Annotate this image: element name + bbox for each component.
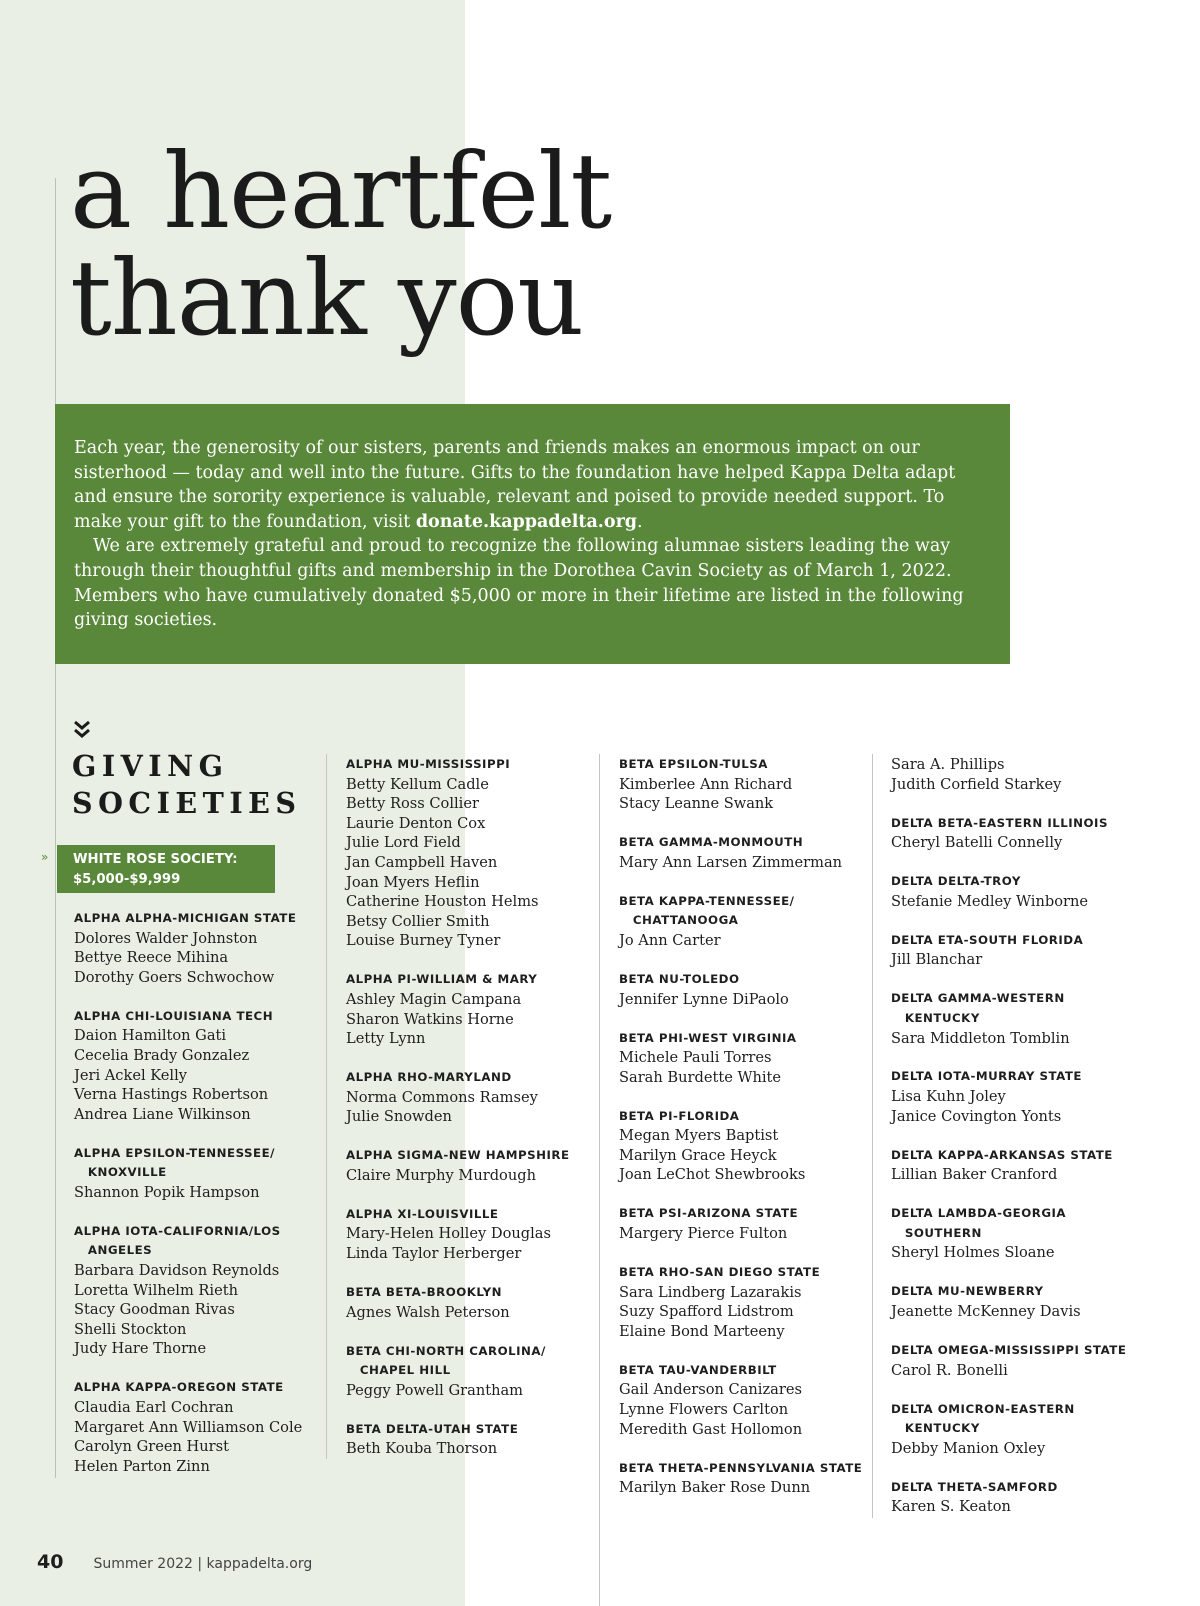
chapter-group	[619, 755, 869, 814]
donor-name: Mary-Helen Holley Douglas	[346, 1225, 551, 1243]
donor-name: Sharon Watkins Horne	[346, 1010, 514, 1028]
chapter-heading: BETA EPSILON-TULSA	[619, 757, 768, 771]
donor-name: Bettye Reece Mihina	[74, 949, 229, 967]
chapter-heading: DELTA GAMMA-WESTERN KENTUCKY	[891, 991, 1065, 1025]
column-divider	[599, 754, 600, 1606]
chapter-heading: BETA GAMMA-MONMOUTH	[619, 835, 804, 850]
chapter-group	[346, 1205, 596, 1264]
donor-name: Jeanette McKenney Davis	[891, 1303, 1081, 1320]
donor-name: Jill Blanchar	[891, 951, 983, 969]
donor-name: Marilyn Baker Rose Dunn	[619, 1479, 811, 1497]
donor-name: Shelli Stockton	[74, 1320, 187, 1338]
page-footer	[37, 1551, 312, 1573]
chapter-heading: DELTA MU-NEWBERRY	[891, 1284, 1044, 1299]
donor-name: Carol R. Bonelli	[891, 1361, 1008, 1379]
chapter-group	[619, 1459, 869, 1498]
donor-name: Verna Hastings Robertson	[74, 1086, 269, 1104]
chapter-heading: ALPHA KAPPA-OREGON STATE	[74, 1380, 284, 1395]
donor-name: Stacy Goodman Rivas	[74, 1301, 235, 1319]
page-number: 40	[37, 1551, 64, 1573]
donor-name: Laurie Denton Cox	[346, 814, 486, 832]
donor-name: Judy Hare Thorne	[74, 1340, 207, 1358]
chapter-group	[619, 1263, 869, 1341]
chapter-heading: BETA PSI-ARIZONA STATE	[619, 1206, 799, 1221]
vertical-rule	[55, 178, 56, 1478]
donor-column-2	[346, 755, 596, 1478]
donor-name: Joan LeChot Shewbrooks	[619, 1166, 806, 1184]
chapter-group	[619, 1029, 869, 1088]
donor-name: Karen S. Keaton	[891, 1498, 1011, 1516]
donor-name: Barbara Davidson Reynolds	[74, 1262, 280, 1280]
chapter-group	[619, 833, 869, 872]
chapter-group	[74, 1378, 324, 1476]
donor-name: Julie Snowden	[346, 1108, 452, 1126]
chapter-heading: ALPHA EPSILON-TENNESSEE/ KNOXVILLE	[74, 1145, 275, 1180]
donate-link[interactable]: donate.kappadelta.org	[415, 511, 638, 532]
donor-column-3	[619, 755, 869, 1517]
chapter-group	[891, 814, 1141, 853]
donor-name: Elaine Bond Marteeny	[619, 1322, 785, 1340]
double-chevron-right-icon: »	[41, 850, 49, 864]
chapter-heading: DELTA OMICRON-EASTERN KENTUCKY	[891, 1401, 1075, 1436]
chapter-heading: DELTA IOTA-MURRAY STATE	[891, 1069, 1082, 1084]
donor-name: Lisa Kuhn Joley	[891, 1088, 1006, 1106]
chapter-heading: BETA PHI-WEST VIRGINIA	[619, 1030, 797, 1045]
donor-name: Andrea Liane Wilkinson	[74, 1105, 251, 1123]
donor-name: Louise Burney Tyner	[346, 932, 501, 950]
society-name: WHITE ROSE SOCIETY:	[73, 852, 238, 867]
donor-name: Megan Myers Baptist	[619, 1127, 779, 1145]
intro-text-1-end: .	[637, 511, 643, 532]
chapter-group	[346, 1283, 596, 1322]
chapter-heading: BETA RHO-SAN DIEGO STATE	[619, 1265, 821, 1280]
section-title-line-1: GIVING	[72, 749, 229, 783]
donor-name: Cecelia Brady Gonzalez	[74, 1046, 250, 1064]
donor-name: Janice Covington Yonts	[891, 1107, 1062, 1125]
chapter-group	[74, 1222, 324, 1359]
chapter-group	[346, 970, 596, 1048]
donor-name: Joan Myers Heflin	[346, 873, 480, 891]
donor-name: Dolores Walder Johnston	[74, 929, 258, 947]
society-label	[57, 845, 275, 893]
donor-name: Judith Corfield Starkey	[891, 775, 1062, 793]
donor-name: Sara Middleton Tomblin	[891, 1029, 1070, 1047]
headline	[70, 130, 612, 359]
intro-paragraph-1	[74, 436, 990, 534]
donor-name: Betsy Collier Smith	[346, 912, 490, 930]
chapter-heading: DELTA BETA-EASTERN ILLINOIS	[891, 815, 1108, 830]
chapter-heading: BETA KAPPA-TENNESSEE/ CHATTANOOGA	[619, 893, 795, 928]
chapter-group	[74, 1007, 324, 1125]
society-range: $5,000-$9,999	[73, 872, 181, 887]
chapter-group	[74, 1144, 324, 1203]
chapter-heading: DELTA KAPPA-ARKANSAS STATE	[891, 1147, 1113, 1162]
chapter-group	[346, 1068, 596, 1127]
chapter-heading: BETA DELTA-UTAH STATE	[346, 1421, 519, 1436]
intro-box	[55, 404, 1010, 664]
donor-name: Catherine Houston Helms	[346, 893, 539, 911]
section-title	[72, 748, 302, 822]
column-divider	[326, 754, 327, 1459]
chapter-heading: ALPHA MU-MISSISSIPPI	[346, 757, 511, 771]
donor-name: Peggy Powell Grantham	[346, 1381, 524, 1399]
donor-name: Margery Pierce Fulton	[619, 1225, 788, 1243]
chapter-heading: BETA PI-FLORIDA	[619, 1108, 740, 1123]
chapter-group	[346, 1146, 596, 1185]
donor-name: Cheryl Batelli Connelly	[891, 834, 1063, 852]
donor-name: Suzy Spafford Lidstrom	[619, 1303, 794, 1321]
chapter-group	[891, 1282, 1141, 1321]
donor-name: Jan Campbell Haven	[346, 853, 498, 871]
donor-name: Letty Lynn	[346, 1030, 426, 1048]
chapter-heading: ALPHA ALPHA-MICHIGAN STATE	[74, 911, 297, 925]
donor-name: Dorothy Goers Schwochow	[74, 968, 275, 986]
donor-name: Sheryl Holmes Sloane	[891, 1244, 1055, 1262]
donor-name: Sara A. Phillips	[891, 756, 1005, 773]
section-title-line-2: SOCIETIES	[72, 786, 302, 820]
chapter-group	[891, 931, 1141, 970]
chapter-group	[619, 1204, 869, 1243]
donor-name: Helen Parton Zinn	[74, 1457, 210, 1475]
donor-name: Norma Commons Ramsey	[346, 1088, 538, 1106]
column-divider	[872, 754, 873, 1518]
chapter-group	[891, 989, 1141, 1048]
chapter-group	[891, 1400, 1141, 1459]
chapter-heading: ALPHA SIGMA-NEW HAMPSHIRE	[346, 1148, 570, 1163]
donor-name: Debby Manion Oxley	[891, 1439, 1046, 1457]
chapter-group	[346, 755, 596, 951]
intro-paragraph-2: We are extremely grateful and proud to recognize the following alumnae sisters leading the way through their thoughtful gifts and membership in the Dorothea Cavin Society as of March 1, 2022. Members who have cumulatively donated $5,000 or more in their lifetime are listed in the following giving societies.	[74, 536, 964, 631]
donor-name: Daion Hamilton Gati	[74, 1027, 227, 1045]
donor-name: Linda Taylor Herberger	[346, 1245, 522, 1263]
chapter-heading: DELTA OMEGA-MISSISSIPPI STATE	[891, 1342, 1127, 1357]
chapter-group	[619, 1361, 869, 1439]
chapter-group	[346, 1342, 596, 1401]
donor-name: Shannon Popik Hampson	[74, 1183, 260, 1201]
donor-name: Jeri Ackel Kelly	[74, 1066, 187, 1084]
donor-name: Agnes Walsh Peterson	[346, 1303, 510, 1321]
chapter-heading: ALPHA IOTA-CALIFORNIA/LOS ANGELES	[74, 1223, 281, 1258]
donor-column-1	[74, 909, 324, 1496]
headline-line-2: thank you	[70, 237, 584, 359]
donor-name: Mary Ann Larsen Zimmerman	[619, 853, 843, 871]
intro-text-1: Each year, the generosity of our sisters, parents and friends makes an enormous impact on our sisterhood — today and well into the future. Gifts to the foundation have helped Kappa Delta adapt and ensure the sorority experience is valuable, relevant and poised to provide needed support. To make your gift to the foundation, visit	[74, 438, 956, 532]
donor-name: Stefanie Medley Winborne	[891, 892, 1089, 910]
chapter-group	[891, 1146, 1141, 1185]
chapter-group	[891, 1341, 1141, 1380]
donor-name: Marilyn Grace Heyck	[619, 1146, 777, 1164]
chapter-heading: BETA NU-TOLEDO	[619, 971, 740, 986]
chapter-heading: DELTA ETA-SOUTH FLORIDA	[891, 932, 1084, 947]
chapter-group	[74, 909, 324, 987]
chapter-group	[891, 1067, 1141, 1126]
footer-text: Summer 2022 | kappadelta.org	[93, 1556, 313, 1572]
donor-name: Loretta Wilhelm Rieth	[74, 1281, 238, 1299]
chapter-heading: ALPHA XI-LOUISVILLE	[346, 1206, 499, 1221]
donor-name: Betty Kellum Cadle	[346, 775, 489, 793]
chapter-group	[619, 1107, 869, 1185]
chapter-heading: BETA BETA-BROOKLYN	[346, 1285, 502, 1300]
donor-name: Beth Kouba Thorson	[346, 1440, 498, 1458]
donor-name: Sarah Burdette White	[619, 1068, 782, 1086]
donor-name: Claire Murphy Murdough	[346, 1166, 536, 1184]
chapter-group	[619, 892, 869, 951]
donor-column-4	[891, 755, 1141, 1536]
chapter-group	[891, 1478, 1141, 1517]
chapter-heading: ALPHA CHI-LOUISIANA TECH	[74, 1008, 274, 1023]
donor-name: Jo Ann Carter	[619, 931, 721, 949]
chapter-heading: BETA CHI-NORTH CAROLINA/ CHAPEL HILL	[346, 1343, 546, 1378]
donor-name: Claudia Earl Cochran	[74, 1399, 234, 1417]
chapter-heading: BETA TAU-VANDERBILT	[619, 1362, 777, 1377]
donor-name: Julie Lord Field	[346, 834, 461, 852]
donor-name: Meredith Gast Hollomon	[619, 1420, 803, 1438]
chapter-group	[891, 755, 1141, 794]
chapter-heading: ALPHA PI-WILLIAM & MARY	[346, 972, 538, 987]
donor-name: Jennifer Lynne DiPaolo	[619, 990, 789, 1008]
donor-name: Betty Ross Collier	[346, 795, 479, 813]
chapter-group	[619, 970, 869, 1009]
chapter-heading: DELTA DELTA-TROY	[891, 874, 1021, 889]
donor-name: Margaret Ann Williamson Cole	[74, 1418, 303, 1436]
chapter-group	[891, 1204, 1141, 1263]
chevron-down-icon	[72, 720, 92, 740]
donor-name: Gail Anderson Canizares	[619, 1381, 802, 1399]
chapter-group	[346, 1420, 596, 1459]
donor-name: Kimberlee Ann Richard	[619, 775, 793, 793]
chapter-group	[891, 872, 1141, 911]
donor-name: Michele Pauli Torres	[619, 1049, 772, 1067]
donor-name: Sara Lindberg Lazarakis	[619, 1283, 802, 1301]
donor-name: Lillian Baker Cranford	[891, 1166, 1058, 1184]
donor-name: Lynne Flowers Carlton	[619, 1400, 789, 1418]
chapter-heading: DELTA THETA-SAMFORD	[891, 1479, 1058, 1494]
chapter-heading: ALPHA RHO-MARYLAND	[346, 1070, 512, 1085]
chapter-heading: DELTA LAMBDA-GEORGIA SOUTHERN	[891, 1206, 1067, 1240]
headline-line-1: a heartfelt	[70, 130, 612, 252]
donor-name: Carolyn Green Hurst	[74, 1438, 229, 1456]
donor-name: Ashley Magin Campana	[346, 990, 522, 1008]
donor-name: Stacy Leanne Swank	[619, 795, 774, 813]
chapter-heading: BETA THETA-PENNSYLVANIA STATE	[619, 1460, 863, 1475]
